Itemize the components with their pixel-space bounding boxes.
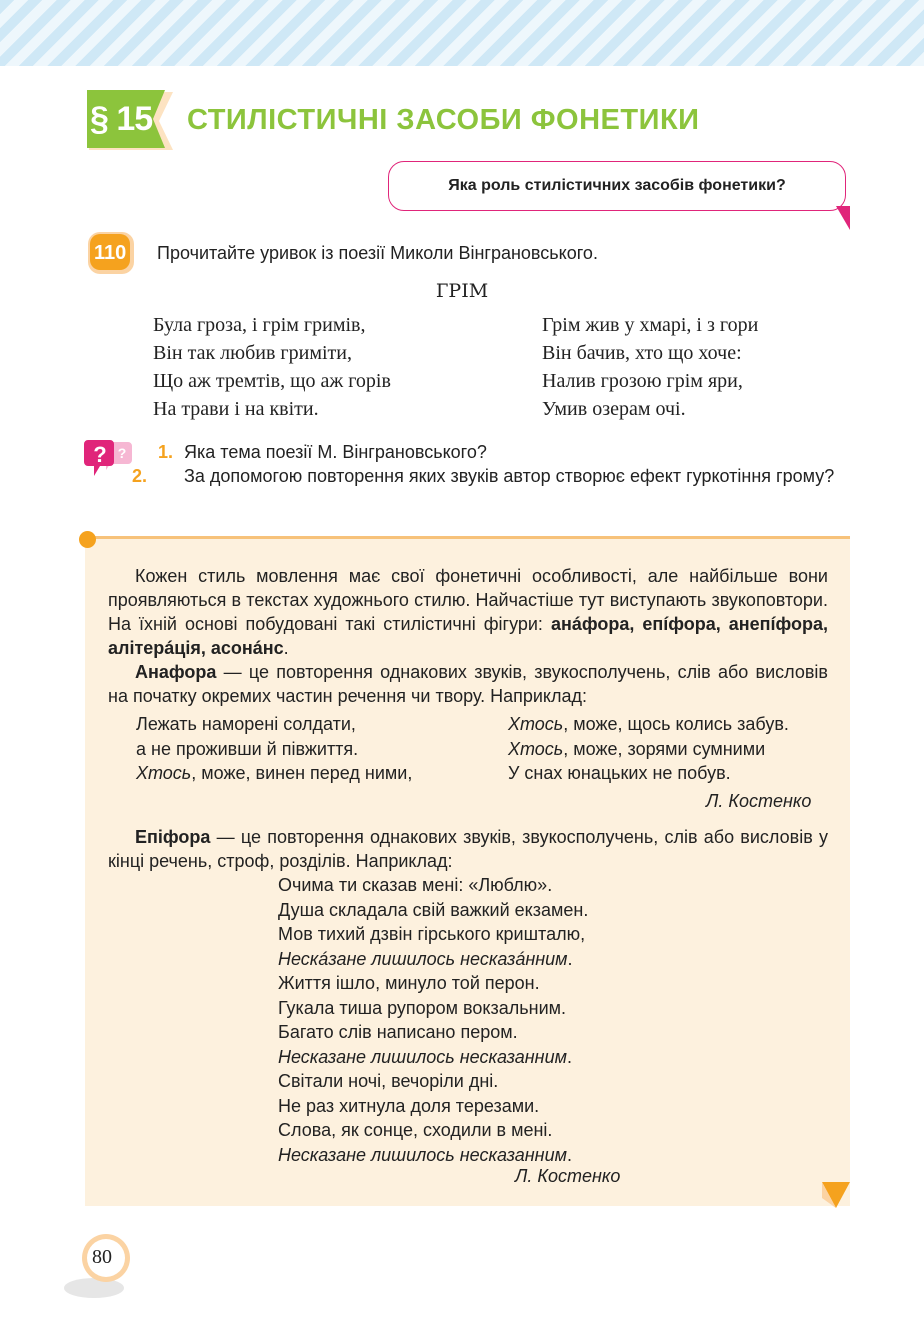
poem-line: Він бачив, хто що хоче: <box>542 342 742 364</box>
exercise-number: 110 <box>94 242 127 264</box>
page-number: 80 <box>92 1246 112 1268</box>
epiphora-example <box>278 873 588 1167</box>
example-line: У снах юнацьких не побув. <box>508 763 731 783</box>
example-line: Мов тихий дзвін гірського кришталю, <box>278 924 586 944</box>
poem-line: Він так любив гриміти, <box>153 342 352 364</box>
poem-line: Налив грозою грім яри, <box>542 370 743 392</box>
page-number-badge <box>60 1232 140 1312</box>
poem-line: Грім жив у хмарі, і з гори <box>542 314 759 336</box>
theory-intro: Кожен стиль мовлення має свої фонетичні особливості, але найбільше вони проявляються в текстах художнього стилю. Найчастіше тут виступають звукоповтори. На їхній основі побудовані такі стилістичні фігури: анáфора, епíфора, анепíфора, алітерáція, асонáнс. <box>108 566 828 658</box>
question-box-tail <box>836 206 850 230</box>
svg-text:?: ? <box>93 442 107 467</box>
example-line: Очима ти сказав мені: «Люблю». <box>278 875 553 895</box>
example-line: Світали ночі, вечоріли дні. <box>278 1071 499 1091</box>
question-mark-icon <box>84 438 132 478</box>
example-line: а не проживши й півжиття. <box>136 738 359 759</box>
questions-list <box>132 440 858 488</box>
epiphora-definition: Епіфора — це повторення однакових звуків, звукосполучень, слів або висловів у кінці речень, строф, розділів. Наприклад: <box>108 827 828 871</box>
poem-title: ГРІМ <box>435 280 489 302</box>
svg-text:?: ? <box>117 445 127 461</box>
example-line: Нескáзане лишилось несказáнним. <box>278 948 573 969</box>
header-stripes <box>0 0 924 66</box>
example-line: Несказане лишилось несказанним. <box>278 1144 572 1165</box>
poem-left-column <box>153 311 391 423</box>
example-line: Хтось, може, зорями сумними <box>508 738 766 759</box>
figures-list: анáфора, епíфора, анепíфора, алітерáція, асонáнс <box>108 614 828 658</box>
example-line: Лежать наморені солдати, <box>136 714 356 734</box>
poem-line: На трави і на квіти. <box>153 398 319 420</box>
page-title: СТИЛІСТИЧНІ ЗАСОБИ ФОНЕТИКИ <box>187 104 700 136</box>
poem-line: Що аж тремтів, що аж горів <box>153 370 391 392</box>
question-item: 2. За допомогою повторення яких звуків автор створює ефект гуркотіння грому? <box>132 466 835 486</box>
example-line: Хтось, може, щось колись забув. <box>508 714 789 734</box>
example-line: Душа складала свій важкий екзамен. <box>278 899 589 920</box>
example-line: Гукала тиша рупором вокзальним. <box>278 997 567 1018</box>
anaphora-definition: Анафора — це повторення однакових звуків, звукосполучень, слів або висловів на початку окремих частин речення чи твору. Наприклад: <box>108 662 828 706</box>
anaphora-example-right <box>508 712 789 786</box>
example-line: Слова, як сонце, сходили в мені. <box>278 1120 553 1140</box>
example-line: Життя ішло, минуло той перон. <box>278 973 540 993</box>
example-line: Несказане лишилось несказанним. <box>278 1046 572 1067</box>
corner-fold <box>822 1182 850 1208</box>
author-attribution: Л. Костенко <box>515 1166 621 1186</box>
example-line: Не раз хитнула доля терезами. <box>278 1095 540 1116</box>
poem-line: Умив озерам очі. <box>542 398 686 420</box>
question-item: 1. Яка тема поезії М. Вінграновського? <box>158 442 487 462</box>
author-attribution: Л. Костенко <box>706 791 812 811</box>
example-line: Багато слів написано пером. <box>278 1022 518 1042</box>
exercise-instruction: Прочитайте уривок із поезії Миколи Вінграновського. <box>157 243 598 263</box>
section-number: § 15 <box>90 100 153 138</box>
key-question: Яка роль стилістичних засобів фонетики? <box>388 161 846 211</box>
theory-top-line <box>88 536 850 539</box>
poem-right-column <box>542 311 758 423</box>
anaphora-example-left <box>136 712 412 786</box>
example-line: Хтось, може, винен перед ними, <box>136 763 413 783</box>
poem-line: Була гроза, і грім гримів, <box>153 314 366 336</box>
theory-dot-marker <box>79 531 96 548</box>
